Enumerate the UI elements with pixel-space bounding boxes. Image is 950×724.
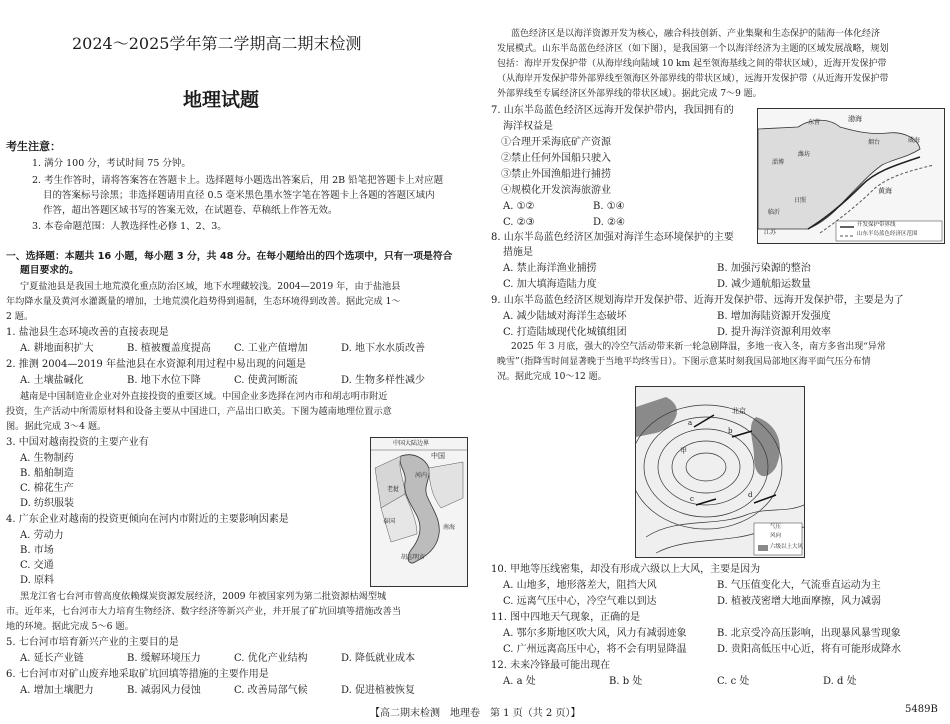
passage-line: 年均降水量及黄河水灌溉量的增加，土地荒漠化趋势得到遏制，生态环境得到改善。据此完成 1～ [6, 296, 401, 307]
question-6-stem: 6. 七台河市对矿山废弃地采取矿坑回填等措施的主要作用是 [6, 669, 269, 680]
q7-statement-2: ②禁止任何外国船只驶入 [501, 153, 611, 164]
q6-option-a[interactable]: A. 增加土壤肥力 [20, 685, 94, 696]
q1-option-c[interactable]: C. 工业产值增加 [234, 343, 308, 354]
q5-option-c[interactable]: C. 优化产业结构 [234, 653, 308, 664]
shandong-map-figure [757, 108, 945, 244]
passage-line: 包括：海岸开发保护带（从海岸线向陆域 10 km 起至领海基线之间的带状区域），近海开发保护带 [497, 59, 887, 69]
q4-option-b[interactable]: B. 市场 [20, 545, 54, 556]
vietnam-map-figure [370, 437, 468, 587]
exam-title: 2024～2025学年第二学期高二期末检测 [72, 34, 362, 53]
q7-statement-1: ①合理开采海底矿产资源 [501, 137, 611, 148]
q8-option-a[interactable]: A. 禁止海洋渔业捕捞 [503, 263, 597, 274]
question-8-stem-cont: 措施是 [503, 247, 533, 258]
q9-option-d[interactable]: D. 提升海洋资源利用效率 [717, 327, 832, 338]
map-label: d [748, 491, 753, 499]
section-heading: 一、选择题：本题共 16 小题，每小题 3 分，共 48 分。在每小题给出的四个选项中，只有一项是符合 [6, 251, 453, 262]
q8-option-c[interactable]: C. 加大填海造陆力度 [503, 279, 597, 290]
shandong-map-graphic [758, 109, 944, 243]
q4-option-a[interactable]: A. 劳动力 [20, 530, 64, 541]
paper-code: 5489B [905, 704, 938, 715]
passage-line: 蓝色经济区是以海洋资源开发为核心，融合科技创新、产业集聚和生态保护的陆海一体化经济 [511, 29, 881, 39]
map-label: 淄博 [772, 159, 785, 166]
q4-option-d[interactable]: D. 原料 [20, 575, 55, 586]
q7-option-a[interactable]: A. ①② [503, 201, 535, 212]
q9-option-c[interactable]: C. 打造陆域现代化城镇组团 [503, 327, 627, 338]
notice-item: 3. 本卷命题范围：人教选择性必修 1、2、3。 [32, 221, 227, 232]
q7-statement-4: ④规模化开发滨海旅游业 [501, 185, 611, 196]
notice-item: 作答，超出答题区域书写的答案无效，在试题卷、草稿纸上作答无效。 [43, 205, 338, 216]
q7-option-d[interactable]: D. ②④ [593, 217, 625, 228]
map-label: 江苏 [764, 229, 777, 236]
passage-line: 地的环境。据此完成 5～6 题。 [6, 621, 134, 632]
question-3-stem: 3. 中国对越南投资的主要产业有 [6, 437, 149, 448]
q11-option-d[interactable]: D. 贵阳高低压中心近，将有可能形成降水 [717, 644, 902, 655]
q9-option-b[interactable]: B. 增加海陆资源开发强度 [717, 311, 831, 322]
passage-line: 2 题。 [6, 311, 34, 322]
map-label: 日照 [794, 197, 807, 204]
q7-option-b[interactable]: B. ①④ [593, 201, 625, 212]
vietnam-map-graphic [371, 438, 467, 586]
q11-option-b[interactable]: B. 北京受冷高压影响，出现暴风暴雪现象 [717, 628, 901, 639]
map-label: 黄海 [878, 187, 892, 195]
map-label: 南海 [443, 524, 456, 531]
q5-option-d[interactable]: D. 降低就业成本 [341, 653, 416, 664]
map-label: 河内 [415, 472, 428, 479]
map-legend: 六级以上大风 [770, 544, 804, 550]
q10-option-c[interactable]: C. 远离气压中心，冷空气难以到达 [503, 596, 657, 607]
notice-item: 2. 考生作答时，请将答案答在答题卡上。选择题每小题选出答案后，用 2B 铅笔把答题卡上对应题 [32, 175, 444, 186]
q7-statement-3: ③禁止外国渔船进行捕捞 [501, 169, 611, 180]
question-1-stem: 1. 盐池县生态环境改善的直接表现是 [6, 327, 169, 338]
q7-option-c[interactable]: C. ②③ [503, 217, 535, 228]
map-label: 老挝 [387, 486, 400, 493]
q3-option-d[interactable]: D. 纺织服装 [20, 498, 75, 509]
q1-option-d[interactable]: D. 地下水水质改善 [341, 343, 426, 354]
passage-line: 宁夏盐池县是我国土地荒漠化重点防治区域，地下水埋藏较浅。2004—2019 年，由于盐池县 [20, 281, 401, 292]
q1-option-a[interactable]: A. 耕地面积扩大 [20, 343, 94, 354]
q2-option-a[interactable]: A. 土壤盐碱化 [20, 375, 84, 386]
q12-option-b[interactable]: B. b 处 [609, 676, 643, 687]
q12-option-c[interactable]: C. c 处 [717, 676, 750, 687]
q10-option-d[interactable]: D. 植被茂密增大地面摩擦，风力减弱 [717, 596, 882, 607]
question-4-stem: 4. 广东企业对越南的投资更倾向在河内市附近的主要影响因素是 [6, 514, 289, 525]
map-label: c [690, 495, 694, 503]
question-10-stem: 10. 甲地等压线密集，却没有形成六级以上大风，主要是因为 [491, 564, 761, 575]
passage-line: 黑龙江省七台河市曾高度依赖煤炭资源发展经济，2009 年被国家列为第二批资源枯竭型城 [20, 591, 387, 602]
q8-option-d[interactable]: D. 减少通航船运数量 [717, 279, 812, 290]
passage-line: 图。据此完成 3～4 题。 [6, 421, 107, 432]
q5-option-b[interactable]: B. 缓解环境压力 [127, 653, 201, 664]
passage-line: 越南是中国制造业企业对外直接投资的重要区域。中国企业多选择在河内市和胡志明市附近 [20, 391, 388, 402]
map-label: 中国大陆边界 [393, 440, 430, 447]
passage-line: 发展模式。山东半岛蓝色经济区（如下图），是我国第一个以海洋经济为主题的区域发展战略，规划 [497, 44, 889, 54]
map-legend: 山东半岛蓝色经济区范围 [857, 231, 918, 237]
q1-option-b[interactable]: B. 植被覆盖度提高 [127, 343, 211, 354]
map-legend: 气压 [770, 524, 782, 530]
map-label: 烟台 [868, 139, 881, 146]
q10-option-a[interactable]: A. 山地多，地形落差大，阻挡大风 [503, 580, 657, 591]
q12-option-a[interactable]: A. a 处 [503, 676, 536, 687]
map-label: b [728, 427, 733, 435]
map-label: 渤海 [848, 115, 862, 123]
map-label: 威海 [908, 137, 921, 144]
passage-line: 投资，生产活动中所需原材料和设备主要从中国进口，产品出口欧美。下图为越南地理位置示意 [6, 406, 392, 417]
q9-option-a[interactable]: A. 减少陆域对海洋生态破坏 [503, 311, 627, 322]
q6-option-c[interactable]: C. 改善局部气候 [234, 685, 308, 696]
pressure-map-figure [635, 386, 805, 558]
q5-option-a[interactable]: A. 延长产业链 [20, 653, 84, 664]
q8-option-b[interactable]: B. 加强污染源的整治 [717, 263, 811, 274]
q3-option-b[interactable]: B. 船舶制造 [20, 468, 74, 479]
page-footer: 【高二期末检测 地理卷 第 1 页（共 2 页）】 [370, 708, 581, 719]
q11-option-a[interactable]: A. 鄂尔多斯地区吹大风，风力有减弱迹象 [503, 628, 687, 639]
notice-item: 目的答案标号涂黑；非选择题请用直径 0.5 毫米黑色墨水签字笔在答题卡上各题的答题区域内 [43, 190, 435, 201]
question-9-stem: 9. 山东半岛蓝色经济区规划海岸开发保护带、近海开发保护带、远海开发保护带，主要是为了 [491, 295, 904, 306]
question-5-stem: 5. 七台河市培育新兴产业的主要目的是 [6, 637, 179, 648]
pressure-map-graphic [636, 387, 804, 557]
question-12-stem: 12. 未来冷锋最可能出现在 [491, 660, 611, 671]
passage-line: 况。据此完成 10～12 题。 [497, 372, 607, 382]
q6-option-b[interactable]: B. 减弱风力侵蚀 [127, 685, 201, 696]
question-7-stem: 7. 山东半岛蓝色经济区远海开发保护带内，我国拥有的 [491, 105, 734, 116]
subject-title: 地理试题 [183, 89, 260, 111]
section-heading-cont: 题目要求的。 [20, 265, 79, 276]
map-label: 泰国 [383, 518, 396, 525]
map-label: 潍坊 [798, 151, 811, 158]
passage-line: （从海岸开发保护带外部界线至领海区外部界线的带状区域），远海开发保护带（从近海开发保护带 [497, 74, 889, 84]
q2-option-b[interactable]: B. 地下水位下降 [127, 375, 201, 386]
map-legend: 开发保护带界线 [857, 222, 896, 228]
map-label: 甲 [680, 447, 687, 455]
q12-option-d[interactable]: D. d 处 [823, 676, 857, 687]
map-legend: 风向 [770, 533, 782, 539]
q2-option-c[interactable]: C. 使黄河断流 [234, 375, 298, 386]
map-label: 中国 [431, 452, 445, 460]
q6-option-d[interactable]: D. 促进植被恢复 [341, 685, 416, 696]
map-label: 胡志明市 [401, 554, 426, 561]
q3-option-a[interactable]: A. 生物制药 [20, 453, 74, 464]
map-label: 东营 [808, 119, 821, 126]
map-label: 北京 [732, 407, 746, 415]
passage-line: 晚雪”（指降雪时间显著晚于当地平均终雪日）。下图示意某时刻我国局部地区海平面气压分布情 [497, 357, 871, 367]
notice-item: 1. 满分 100 分，考试时间 75 分钟。 [32, 158, 191, 169]
q10-option-b[interactable]: B. 气压值变化大，气流垂直运动为主 [717, 580, 881, 591]
question-11-stem: 11. 图中四地天气现象，正确的是 [491, 612, 641, 623]
passage-line: 外部界线至专属经济区外部界线的带状区域）。据此完成 7～9 题。 [497, 89, 762, 99]
map-label: 临沂 [768, 209, 781, 216]
passage-line: 市。近年来，七台河市大力培育生物经济、数字经济等新兴产业，并开展了矿坑回填等措施改善当 [6, 606, 402, 617]
question-2-stem: 2. 推测 2004—2019 年盐池县在水资源利用过程中易出现的问题是 [6, 359, 306, 370]
passage-line: 2025 年 3 月底，强大的冷空气活动带来新一轮急剧降温，多地一夜入冬，南方多省出现“异常 [511, 342, 886, 352]
q4-option-c[interactable]: C. 交通 [20, 560, 54, 571]
q3-option-c[interactable]: C. 棉花生产 [20, 483, 74, 494]
question-7-stem-cont: 海洋权益是 [503, 121, 553, 132]
question-8-stem: 8. 山东半岛蓝色经济区加强对海洋生态环境保护的主要 [491, 232, 734, 243]
map-label: a [688, 419, 693, 427]
q2-option-d[interactable]: D. 生物多样性减少 [341, 375, 426, 386]
q11-option-c[interactable]: C. 广州远离高压中心，将不会有明显降温 [503, 644, 687, 655]
notice-heading: 考生注意： [6, 140, 61, 153]
